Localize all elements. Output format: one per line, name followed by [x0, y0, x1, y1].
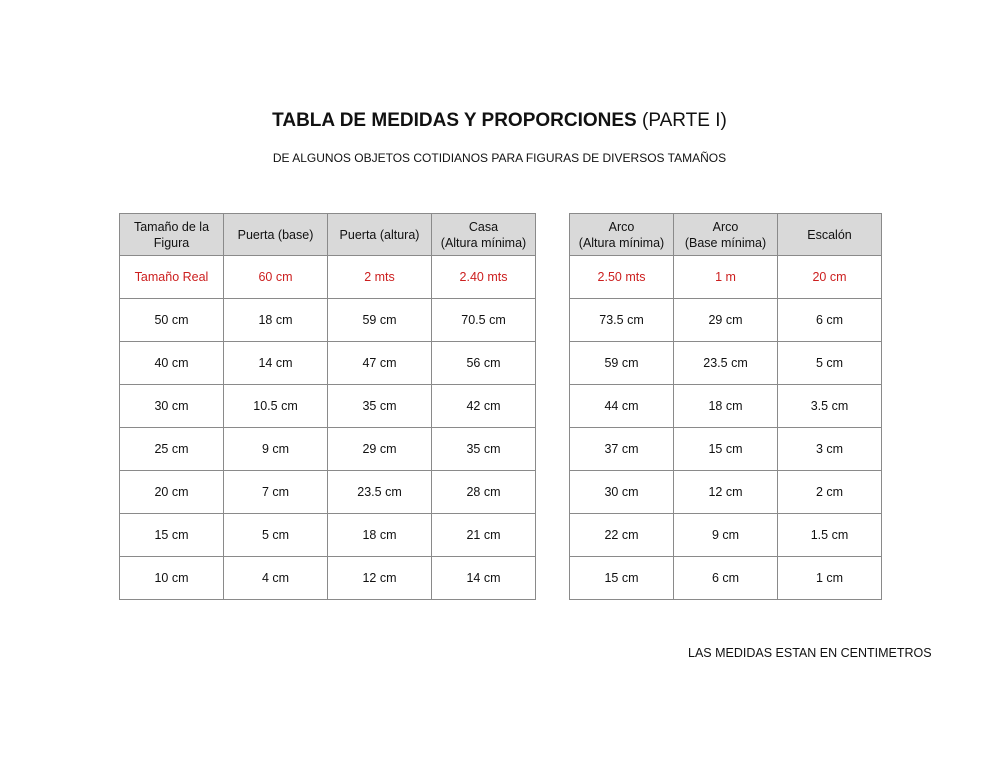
table-cell: 73.5 cm [570, 299, 674, 342]
column-header-line: Tamaño de la [133, 219, 210, 234]
table-cell: 15 cm [674, 428, 778, 471]
measures-table-left [119, 213, 536, 600]
table-cell: 2.40 mts [432, 256, 536, 299]
table-row [120, 342, 536, 385]
table-cell: 10.5 cm [224, 385, 328, 428]
table-cell: 10 cm [120, 557, 224, 600]
table-row [570, 385, 882, 428]
table-cell: Tamaño Real [120, 256, 224, 299]
table-cell: 6 cm [674, 557, 778, 600]
column-header [674, 214, 778, 256]
table-cell: 29 cm [674, 299, 778, 342]
table-cell: 3.5 cm [778, 385, 882, 428]
table-row [570, 471, 882, 514]
table-cell: 9 cm [224, 428, 328, 471]
table-cell: 18 cm [674, 385, 778, 428]
column-header-line: Puerta (base) [237, 227, 314, 242]
column-header [570, 214, 674, 256]
measures-table-right [569, 213, 882, 600]
table-cell: 1 m [674, 256, 778, 299]
table-cell: 1 cm [778, 557, 882, 600]
column-header-line: Arco [608, 219, 635, 234]
table-cell: 22 cm [570, 514, 674, 557]
column-header [224, 214, 328, 256]
table-cell: 42 cm [432, 385, 536, 428]
column-header-line: (Altura mínima) [578, 235, 665, 250]
table-cell: 1.5 cm [778, 514, 882, 557]
column-header-line: Figura [153, 235, 190, 250]
table-cell: 7 cm [224, 471, 328, 514]
table-cell: 20 cm [120, 471, 224, 514]
real-size-row [120, 256, 536, 299]
table-cell: 59 cm [328, 299, 432, 342]
table-cell: 12 cm [674, 471, 778, 514]
table-row [120, 299, 536, 342]
column-header [120, 214, 224, 256]
table-row [120, 428, 536, 471]
table-cell: 23.5 cm [328, 471, 432, 514]
table-cell: 12 cm [328, 557, 432, 600]
table-row [570, 342, 882, 385]
table-header-row [120, 214, 536, 256]
table-cell: 14 cm [432, 557, 536, 600]
table-row [570, 428, 882, 471]
table-cell: 40 cm [120, 342, 224, 385]
table-cell: 28 cm [432, 471, 536, 514]
column-header [328, 214, 432, 256]
column-header-line: Casa [468, 219, 499, 234]
column-header-line: Puerta (altura) [339, 227, 420, 242]
table-header-row [570, 214, 882, 256]
title-bold: TABLA DE MEDIDAS Y PROPORCIONES [272, 110, 637, 131]
table-row [120, 471, 536, 514]
page-subtitle: DE ALGUNOS OBJETOS COTIDIANOS PARA FIGURAS DE DIVERSOS TAMAÑOS [272, 151, 727, 165]
table-row [570, 557, 882, 600]
table-row [120, 557, 536, 600]
column-header-line: (Altura mínima) [440, 235, 527, 250]
table-cell: 9 cm [674, 514, 778, 557]
units-note: LAS MEDIDAS ESTAN EN CENTIMETROS [688, 646, 932, 660]
table-cell: 18 cm [224, 299, 328, 342]
column-header-line: (Base mínima) [684, 235, 767, 250]
page-title [0, 110, 999, 132]
table-cell: 35 cm [432, 428, 536, 471]
column-header [778, 214, 882, 256]
table-cell: 23.5 cm [674, 342, 778, 385]
title-part: (PARTE I) [642, 110, 727, 131]
table-cell: 2 cm [778, 471, 882, 514]
table-cell: 6 cm [778, 299, 882, 342]
column-header-line: Escalón [807, 227, 852, 242]
table-cell: 4 cm [224, 557, 328, 600]
table-row [120, 385, 536, 428]
table-cell: 37 cm [570, 428, 674, 471]
table-cell: 2.50 mts [570, 256, 674, 299]
table-cell: 29 cm [328, 428, 432, 471]
table-row [570, 299, 882, 342]
table-cell: 3 cm [778, 428, 882, 471]
table-cell: 21 cm [432, 514, 536, 557]
table-cell: 70.5 cm [432, 299, 536, 342]
table-cell: 59 cm [570, 342, 674, 385]
table-cell: 25 cm [120, 428, 224, 471]
table-cell: 50 cm [120, 299, 224, 342]
table-row [120, 514, 536, 557]
table-cell: 30 cm [570, 471, 674, 514]
table-row [570, 514, 882, 557]
table-cell: 18 cm [328, 514, 432, 557]
column-header [432, 214, 536, 256]
table-cell: 5 cm [224, 514, 328, 557]
real-size-row [570, 256, 882, 299]
table-cell: 30 cm [120, 385, 224, 428]
column-header-line: Arco [712, 219, 739, 234]
table-cell: 20 cm [778, 256, 882, 299]
table-cell: 44 cm [570, 385, 674, 428]
table-cell: 15 cm [120, 514, 224, 557]
table-cell: 60 cm [224, 256, 328, 299]
table-cell: 14 cm [224, 342, 328, 385]
table-cell: 2 mts [328, 256, 432, 299]
table-cell: 5 cm [778, 342, 882, 385]
table-cell: 56 cm [432, 342, 536, 385]
table-cell: 35 cm [328, 385, 432, 428]
table-cell: 47 cm [328, 342, 432, 385]
table-cell: 15 cm [570, 557, 674, 600]
